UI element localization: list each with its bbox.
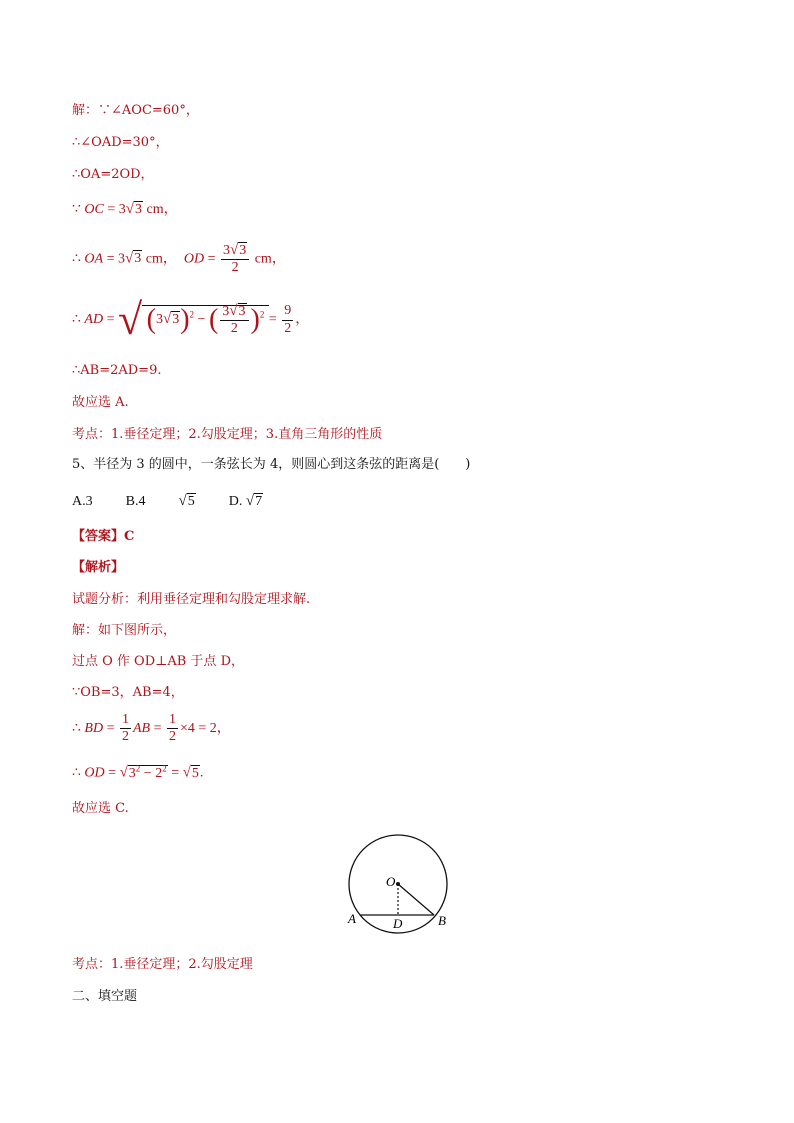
option-c: √5: [178, 493, 195, 509]
option-d: D. √7: [228, 493, 263, 509]
question-5: 5、半径为 3 的圆中，一条弦长为 4，则圆心到这条弦的距离是( ): [72, 457, 471, 472]
answer-heading: 【答案】C: [72, 529, 135, 544]
label-o: O: [386, 874, 396, 889]
option-a: A.3: [72, 494, 93, 509]
topic-line-2: 考点：1.垂径定理；2.勾股定理: [72, 957, 253, 972]
big-radical: √: [118, 295, 143, 344]
section-heading: 二、填空题: [72, 989, 138, 1004]
analysis-heading: 【解析】: [72, 560, 125, 575]
solution-line-8: 故应选 A.: [72, 395, 129, 410]
solution-line-4: ∵ OC = 3√3 cm，: [72, 201, 178, 217]
analysis-line-7: 故应选 C.: [72, 801, 129, 816]
solution-line-1: 解：∵∠AOC=60°，: [72, 103, 199, 118]
center-point: [396, 882, 400, 886]
question-5-options: [72, 494, 263, 509]
solution-line-6: ∴ AD = √ $(3√3)^2$ − ( $\frac{3√3}{2}$ )$^2$ = $\frac{9}{2}$ ，: [72, 295, 310, 344]
option-b: B.4: [125, 494, 146, 509]
solution-line-3: ∴OA=2OD，: [72, 167, 154, 182]
analysis-line-3: 过点 O 作 OD⊥AB 于点 D，: [72, 654, 244, 669]
label-b: B: [438, 913, 446, 928]
analysis-line-4: ∵OB=3，AB=4，: [72, 685, 184, 700]
analysis-line-5: ∴ BD = $\frac{1}{2}$ AB = $\frac{1}{2}$ ×4 = 2，: [72, 712, 231, 745]
analysis-line-1: 试题分析：利用垂径定理和勾股定理求解.: [72, 592, 311, 607]
radius-ob: [398, 884, 434, 915]
topic-line-1: 考点：1.垂径定理；2.勾股定理；3.直角三角形的性质: [72, 427, 383, 442]
od-fraction: $\frac{3√3}{2}$: [221, 242, 249, 276]
circle-chord-figure: [340, 826, 460, 936]
label-d: D: [393, 916, 403, 931]
solution-line-7: ∴AB=2AD=9.: [72, 363, 162, 378]
solution-line-5: ∴ OA = 3√3 cm， OD = $\frac{3√3}{2}$ cm，: [72, 242, 286, 276]
label-a: A: [348, 911, 356, 926]
analysis-line-2: 解：如下图所示，: [72, 623, 177, 638]
analysis-line-6: ∴ OD = $√3^2 - 2^2 = √5$.: [72, 763, 204, 781]
solution-line-2: ∴∠OAD=30°，: [72, 135, 169, 150]
